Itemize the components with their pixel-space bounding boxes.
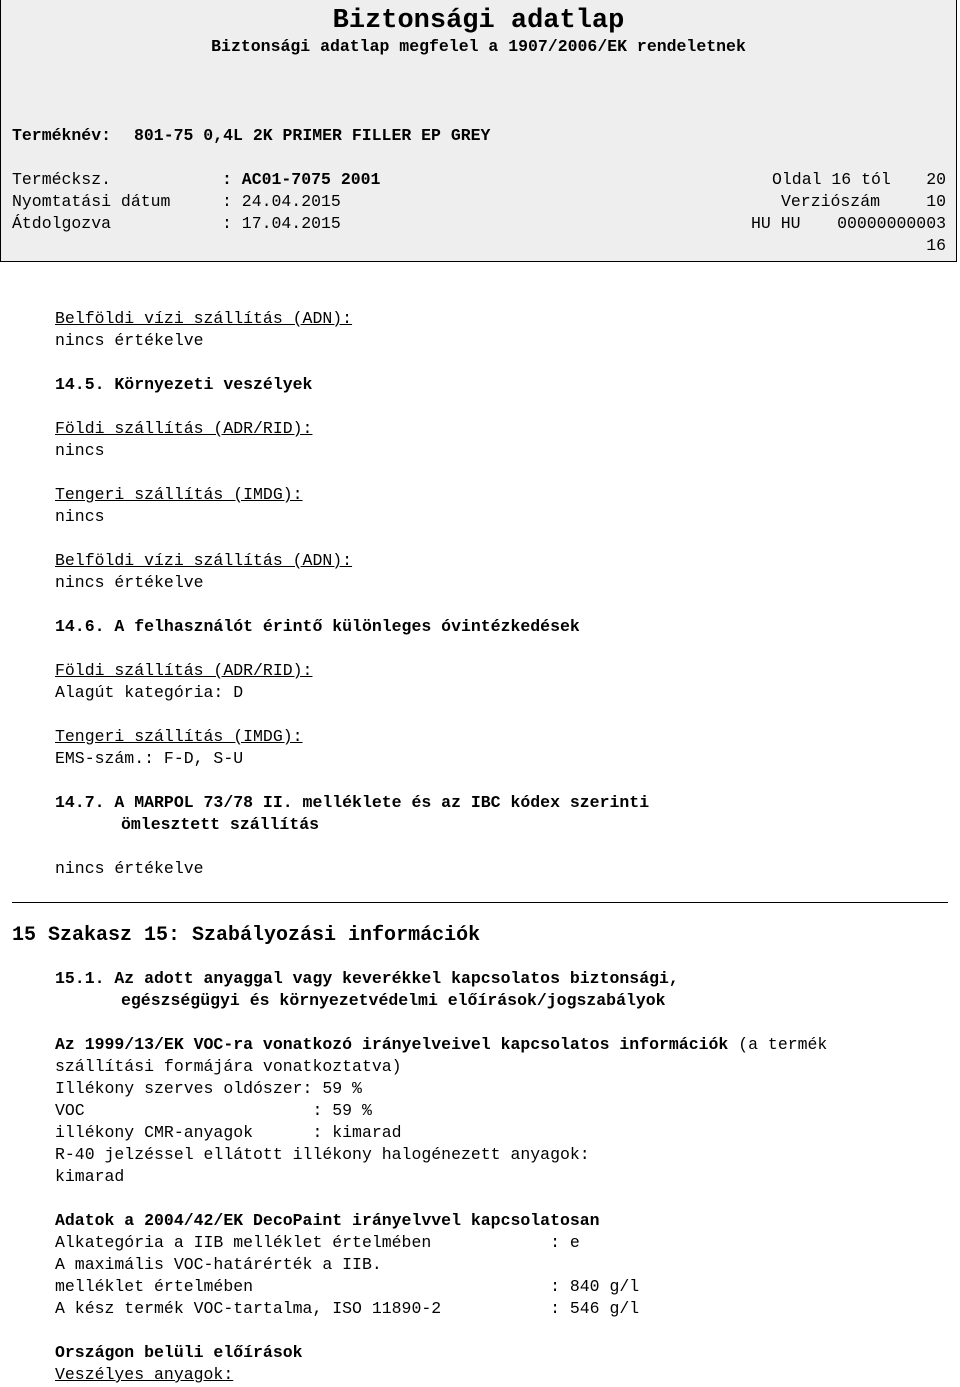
voc-r40-line: R-40 jelzéssel ellátott illékony halogénezett anyagok: — [55, 1145, 590, 1164]
document-code-value: 00000000003 — [837, 214, 946, 233]
national-regulations-heading: Országon belüli előírások — [55, 1343, 303, 1362]
s14-7-heading-line2: ömlesztett szállítás — [121, 815, 320, 834]
s14-6-adr-value: Alagút kategória: D — [55, 683, 244, 702]
section-divider — [12, 902, 948, 903]
voc-heading-bold: Az 1999/13/EK VOC-ra vonatkozó irányelveivel kapcsolatos információk — [55, 1035, 729, 1054]
s14-5-adn-value: nincs értékelve — [55, 573, 204, 592]
revised-date-label: Átdolgozva — [12, 214, 112, 233]
voc-heading-line2: szállítási formájára vonatkoztatva) — [55, 1057, 402, 1076]
product-number-value: : AC01-7075 2001 — [222, 170, 381, 189]
s14-5-adn-label: Belföldi vízi szállítás (ADN): — [55, 551, 353, 570]
page-total: 20 — [926, 170, 946, 189]
s14-7-heading-line1: 14.7. A MARPOL 73/78 II. melléklete és az IBC kódex szerinti — [55, 793, 650, 812]
product-name-value: 801-75 0,4L 2K PRIMER FILLER EP GREY — [134, 126, 491, 145]
voc-heading-line1 — [55, 1034, 827, 1056]
s14-4-adn-value: nincs értékelve — [55, 331, 204, 350]
s14-6-heading: 14.6. A felhasználót érintő különleges óvintézkedések — [55, 617, 580, 636]
page-label: Oldal 16 tól — [772, 170, 891, 189]
s14-5-adr-value: nincs — [55, 441, 105, 460]
section-15-title: 15 Szakasz 15: Szabályozási információk — [12, 924, 481, 947]
document-code-suffix: 16 — [926, 236, 946, 255]
document-subtitle: Biztonsági adatlap megfelel a 1907/2006/EK rendeletnek — [211, 37, 746, 56]
s15-1-heading-line1: 15.1. Az adott anyaggal vagy keverékkel kapcsolatos biztonsági, — [55, 969, 679, 988]
s14-5-imdg-label: Tengeri szállítás (IMDG): — [55, 485, 303, 504]
decopaint-max-voc-value: melléklet értelmében : 840 g/l — [55, 1277, 640, 1296]
version-label: Verziószám — [781, 192, 881, 211]
decopaint-product-voc: A kész termék VOC-tartalma, ISO 11890-2 : 546 g/l — [55, 1299, 640, 1318]
decopaint-subcategory: Alkategória a IIB melléklet értelmében : e — [55, 1233, 580, 1252]
revised-date-value: : 17.04.2015 — [222, 214, 341, 233]
voc-value-line: VOC : 59 % — [55, 1101, 372, 1120]
voc-r40-value: kimarad — [55, 1167, 125, 1186]
product-name-label: Terméknév: — [12, 126, 112, 145]
product-number-label: Termécksz. — [12, 170, 112, 189]
document-title: Biztonsági adatlap — [332, 6, 625, 36]
voc-heading-normal: (a termék — [738, 1035, 828, 1054]
decopaint-heading: Adatok a 2004/42/EK DecoPaint irányelvvel kapcsolatosan — [55, 1211, 600, 1230]
s14-7-value: nincs értékelve — [55, 859, 204, 878]
s14-6-imdg-value: EMS-szám.: F-D, S-U — [55, 749, 244, 768]
country-code-label: HU HU — [751, 214, 801, 233]
s14-6-imdg-label: Tengeri szállítás (IMDG): — [55, 727, 303, 746]
hazardous-substances-label: Veszélyes anyagok: — [55, 1365, 234, 1384]
decopaint-max-voc-label: A maximális VOC-határérték a IIB. — [55, 1255, 382, 1274]
s14-4-adn-label: Belföldi vízi szállítás (ADN): — [55, 309, 353, 328]
s14-5-adr-label: Földi szállítás (ADR/RID): — [55, 419, 313, 438]
s14-5-heading: 14.5. Környezeti veszélyek — [55, 375, 313, 394]
version-value: 10 — [926, 192, 946, 211]
document-header — [0, 0, 957, 262]
voc-solvent-line: Illékony szerves oldószer: 59 % — [55, 1079, 362, 1098]
s14-5-imdg-value: nincs — [55, 507, 105, 526]
s14-6-adr-label: Földi szállítás (ADR/RID): — [55, 661, 313, 680]
s15-1-heading-line2: egészségügyi és környezetvédelmi előírások/jogszabályok — [121, 991, 666, 1010]
voc-cmr-line: illékony CMR-anyagok : kimarad — [55, 1123, 402, 1142]
print-date-value: : 24.04.2015 — [222, 192, 341, 211]
print-date-label: Nyomtatási dátum — [12, 192, 171, 211]
